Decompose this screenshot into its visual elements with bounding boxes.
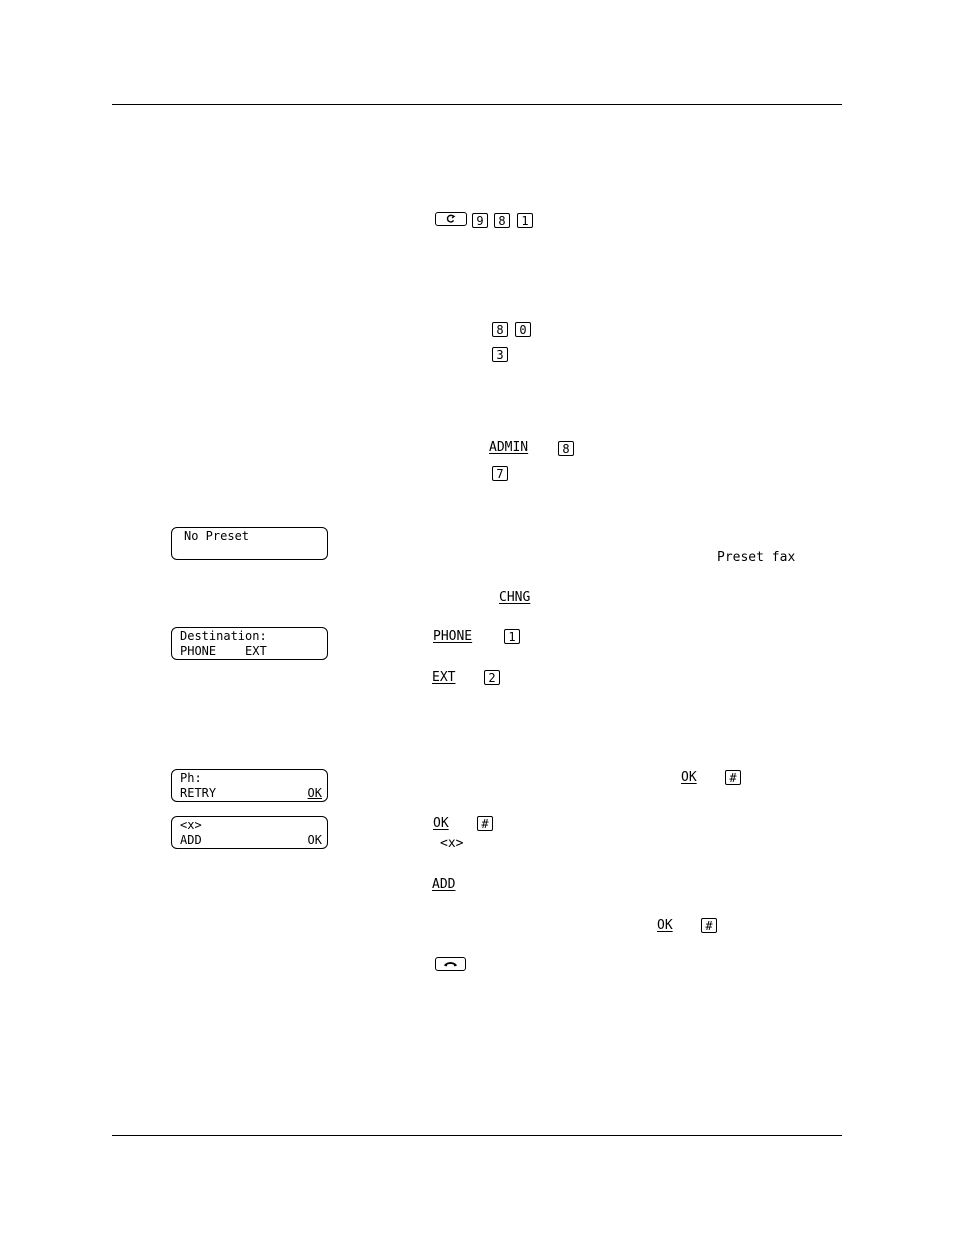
key-hash[interactable]: # bbox=[725, 770, 741, 785]
display-line2 bbox=[180, 644, 324, 658]
key-1[interactable]: 1 bbox=[504, 629, 520, 644]
display-ph bbox=[171, 769, 328, 802]
footer-rule bbox=[112, 1135, 842, 1136]
display-no-preset bbox=[171, 527, 328, 560]
display-line2 bbox=[180, 786, 324, 800]
key-8[interactable]: 8 bbox=[494, 213, 510, 228]
handset-icon bbox=[436, 958, 465, 970]
display-line1: <x> bbox=[180, 818, 202, 832]
feature-key[interactable] bbox=[435, 212, 467, 226]
release-key[interactable] bbox=[435, 957, 466, 971]
chng-softkey[interactable]: CHNG bbox=[499, 590, 531, 605]
key-9[interactable]: 9 bbox=[472, 213, 488, 228]
display-line1: Ph: bbox=[180, 771, 202, 785]
display-destination bbox=[171, 627, 328, 660]
key-3[interactable]: 3 bbox=[492, 347, 508, 362]
display-line1: No Preset bbox=[184, 529, 250, 543]
key-0[interactable]: 0 bbox=[515, 322, 531, 337]
feature-icon bbox=[435, 212, 467, 226]
display-x bbox=[171, 816, 328, 849]
key-hash[interactable]: # bbox=[701, 918, 717, 933]
display-ext-label[interactable]: EXT bbox=[245, 644, 267, 658]
add-softkey[interactable]: ADD bbox=[432, 877, 456, 892]
phone-softkey[interactable]: PHONE bbox=[433, 629, 473, 644]
display-phone-label[interactable]: PHONE bbox=[180, 644, 217, 658]
display-retry-label[interactable]: RETRY bbox=[180, 786, 217, 800]
key-1[interactable]: 1 bbox=[517, 213, 533, 228]
key-8[interactable]: 8 bbox=[492, 322, 508, 337]
ext-softkey[interactable]: EXT bbox=[432, 670, 456, 685]
display-line1: Destination: bbox=[180, 629, 267, 643]
preset-fax-text: Preset fax bbox=[717, 550, 796, 565]
header-rule bbox=[112, 104, 842, 105]
key-8[interactable]: 8 bbox=[558, 441, 574, 456]
display-ok-label[interactable]: OK bbox=[307, 786, 322, 800]
display-ok-label[interactable]: OK bbox=[307, 833, 322, 847]
key-hash[interactable]: # bbox=[477, 816, 493, 831]
admin-softkey[interactable]: ADMIN bbox=[489, 440, 529, 455]
ok-softkey[interactable]: OK bbox=[433, 816, 449, 831]
ok-softkey[interactable]: OK bbox=[681, 770, 697, 785]
key-7[interactable]: 7 bbox=[492, 466, 508, 481]
key-2[interactable]: 2 bbox=[484, 670, 500, 685]
display-add-label[interactable]: ADD bbox=[180, 833, 202, 847]
ok-softkey[interactable]: OK bbox=[657, 918, 673, 933]
display-line2 bbox=[180, 833, 324, 847]
x-text: <x> bbox=[440, 836, 464, 851]
